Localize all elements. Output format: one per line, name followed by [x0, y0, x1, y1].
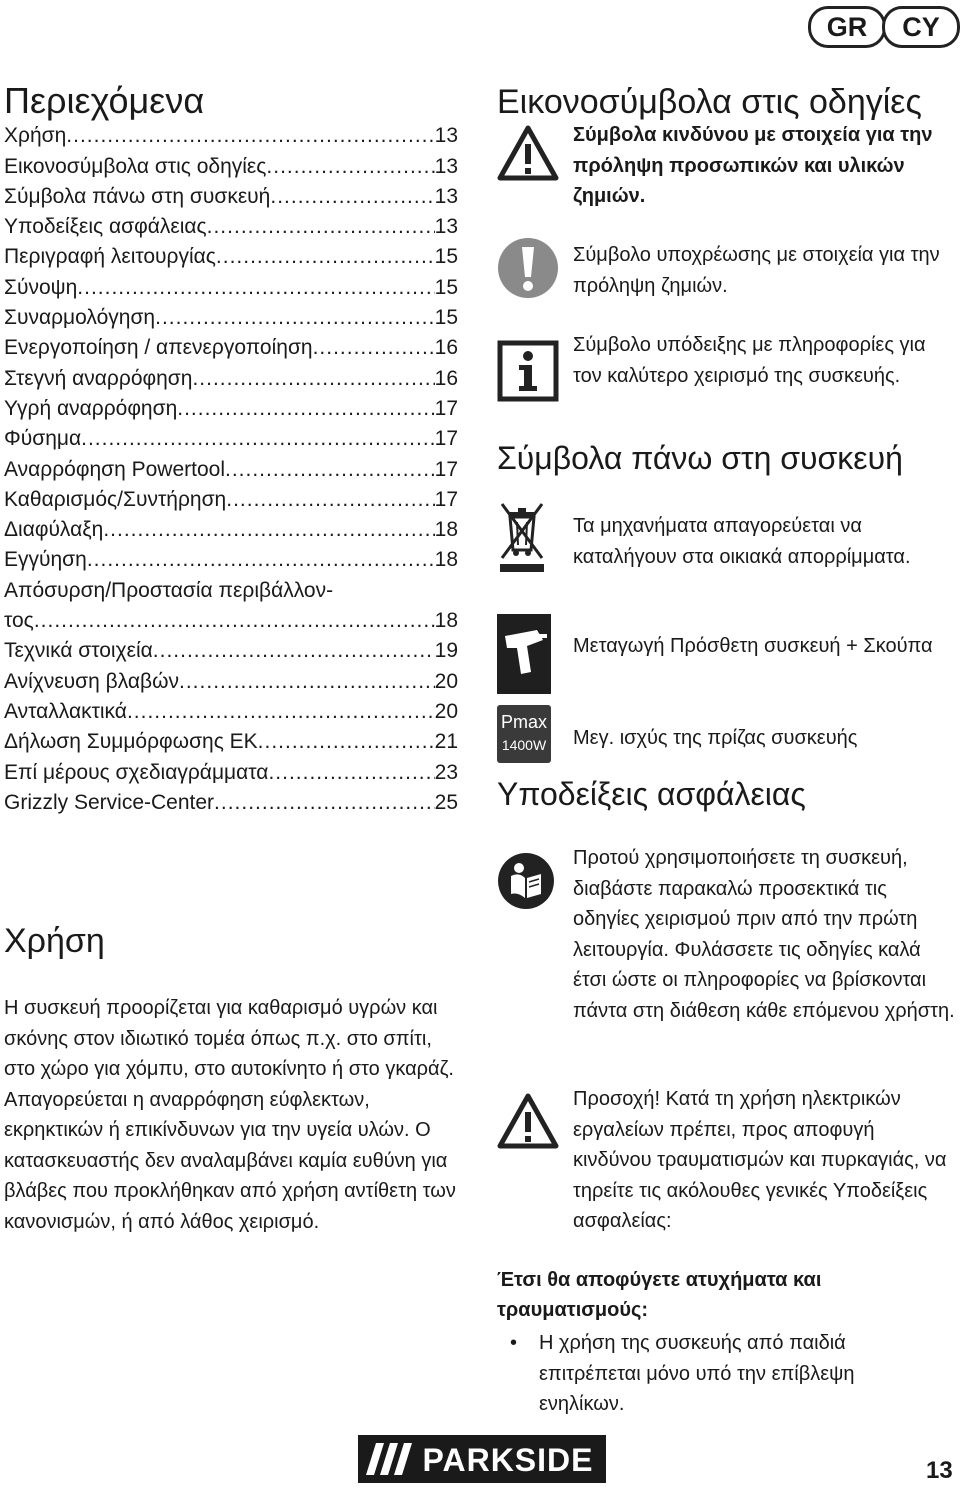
- use-section-title: Χρήση: [4, 922, 105, 960]
- toc-entry: [4, 181, 458, 211]
- read-manual-icon: [497, 852, 555, 910]
- pmax-value: 1400W: [501, 737, 547, 753]
- toc-entry-label: Στεγνή αναρρόφηση: [4, 366, 193, 390]
- toc-entry-label: τος: [4, 609, 34, 633]
- info-icon: [497, 340, 559, 402]
- toc-entry: [4, 696, 458, 726]
- toc-entry-page: 15: [434, 245, 458, 269]
- pmax-label: Pmax: [500, 712, 547, 732]
- toc-entry-label: Εγγύηση: [4, 548, 87, 572]
- toc-entry-page: 18: [434, 548, 458, 572]
- toc-leader-dots: [313, 334, 435, 362]
- toc-entry-page: 20: [434, 699, 458, 723]
- warning-triangle-icon: [497, 124, 559, 182]
- toc-entry-page: 17: [434, 457, 458, 481]
- toc-entry-page: 16: [434, 336, 458, 360]
- toc-entry: [4, 665, 458, 695]
- attention-text: Προσοχή! Κατά τη χρήση ηλεκτρικών εργαλείων πρέπει, προς αποφυγή κινδύνου τραυματισμών και πυρκαγιάς, να τηρείτε τις ακόλουθες γενικές Υποδείξεις ασφαλείας:: [573, 1088, 947, 1232]
- toc-entry-page: 25: [434, 790, 458, 814]
- toc-entry: [4, 271, 458, 301]
- toc-entry-page: 18: [434, 609, 458, 633]
- toc-leader-dots: [258, 728, 435, 756]
- toc-entry-label: Εικονοσύμβολα στις οδηγίες: [4, 154, 267, 178]
- warning-triangle-icon: [497, 1092, 559, 1150]
- device-symbol-text: Μεταγωγή Πρόσθετη συσκευή + Σκούπα: [573, 635, 933, 657]
- toc-leader-dots: [207, 213, 435, 241]
- parkside-logo: [358, 1435, 606, 1483]
- toc-leader-dots: [270, 183, 434, 211]
- pmax-icon: [497, 705, 551, 763]
- toc-entry: [4, 514, 458, 544]
- toc-entry-label: Καθαρισμός/Συντήρηση: [4, 487, 227, 511]
- toc-leader-dots: [127, 698, 435, 726]
- toc-entry: [4, 787, 458, 817]
- manual-symbol-text: Σύμβολο υποχρέωσης με στοιχεία για την πρόληψη ζημιών.: [573, 244, 940, 297]
- toc-entry-page: 13: [434, 154, 458, 178]
- toc-entry: [4, 484, 458, 514]
- toc-entry-page: 21: [434, 730, 458, 754]
- toc-entry-label: Ενεργοποίηση / απενεργοποίηση: [4, 336, 313, 360]
- toc-entry-page: 18: [434, 518, 458, 542]
- toc-entry-page: 13: [434, 124, 458, 148]
- toc-leader-dots: [77, 274, 434, 302]
- toc-entry-label: Ανταλλακτικά: [4, 699, 127, 723]
- safety-title: Υποδείξεις ασφάλειας: [497, 776, 806, 812]
- page-number: 13: [926, 1457, 953, 1484]
- toc-leader-dots: [155, 304, 435, 332]
- toc-entry-label: Ανίχνευση βλαβών: [4, 669, 180, 693]
- toc-entry-page: 23: [434, 760, 458, 784]
- bullet-item: Η χρήση της συσκευής από παιδιά επιτρέπεται μόνο υπό την επίβλεψη ενηλίκων.: [539, 1332, 855, 1415]
- toc-entry-page: 19: [434, 639, 458, 663]
- toc-entry-label: Συναρμολόγηση: [4, 306, 156, 330]
- toc-entry: [4, 544, 458, 574]
- toc-entry: [4, 362, 458, 392]
- toc-leader-dots: [225, 456, 435, 484]
- toc-leader-dots: [266, 153, 434, 181]
- toc-entry-label: Υποδείξεις ασφάλειας: [4, 215, 207, 239]
- device-symbol-text: Μεγ. ισχύς της πρίζας συσκευής: [573, 727, 858, 749]
- country-badge-gr: GR: [808, 6, 886, 48]
- toc-entry: [4, 756, 458, 786]
- toc-entry-label: Φύσημα: [4, 427, 82, 451]
- toc-leader-dots: [81, 425, 435, 453]
- toc-entry-page: 16: [434, 366, 458, 390]
- toc-leader-dots: [216, 243, 435, 271]
- toc-entry-label: Δήλωση Συμμόρφωσης ΕΚ: [4, 730, 258, 754]
- manual-symbol-text: Σύμβολο υπόδειξης με πληροφορίες για τον καλύτερο χειρισμό της συσκευής.: [573, 334, 926, 387]
- toc-entry: [4, 423, 458, 453]
- toc-entry: [4, 726, 458, 756]
- toc-entry-label: Χρήση: [4, 124, 67, 148]
- toc-entry: [4, 241, 458, 271]
- device-symbol-text: Τα μηχανήματα απαγορεύεται να καταλήγουν στα οικιακά απορρίμματα.: [573, 515, 911, 568]
- toc-entry-label: Αναρρόφηση Powertool: [4, 457, 225, 481]
- toc-entry: [4, 574, 458, 604]
- toc-leader-dots: [192, 365, 434, 393]
- toc-entry-label: Grizzly Service-Center: [4, 790, 215, 814]
- toc-entry: [4, 605, 458, 635]
- toc-entry-label: Επί μέρους σχεδιαγράμματα: [4, 760, 269, 784]
- toc-title: Περιεχόμενα: [4, 80, 205, 121]
- toc-entry: [4, 120, 458, 150]
- exclamation-circle-icon: [497, 237, 559, 299]
- logo-text: PARKSIDE: [422, 1442, 594, 1478]
- toc-entry: [4, 211, 458, 241]
- toc-entry-label: Διαφύλαξη: [4, 518, 104, 542]
- avoid-accidents-heading: Έτσι θα αποφύγετε ατυχήματα και τραυματισμούς:: [497, 1269, 822, 1321]
- toc-leader-dots: [179, 668, 435, 696]
- toc-entry-page: 15: [434, 275, 458, 299]
- toc-entry-page: 17: [434, 487, 458, 511]
- toc-entry: [4, 332, 458, 362]
- manual-symbol-text: Σύμβολα κινδύνου με στοιχεία για την πρόληψη προσωπικών και υλικών ζημιών.: [573, 124, 933, 207]
- read-manual-text: Προτού χρησιμοποιήσετε τη συσκευή, διαβάστε παρακαλώ προσεκτικά τις οδηγίες χειρισμού πριν από την πρώτη λειτουργία. Φυλάσσετε τις οδηγίες καλά έτσι ώστε οι πληροφορίες να βρίσκονται πάντα στη διάθεση κάθε επόμενου χρήστη.: [573, 847, 955, 1022]
- bullet-marker: •: [510, 1332, 518, 1354]
- toc-entry-label: Σύμβολα πάνω στη συσκευή: [4, 184, 271, 208]
- toc-entry-label: Απόσυρση/Προστασία περιβάλλον-: [4, 578, 334, 602]
- toc-entry: [4, 302, 458, 332]
- toc-entry-page: 15: [434, 306, 458, 330]
- toc-entry-page: 13: [434, 184, 458, 208]
- toc-entry: [4, 453, 458, 483]
- toc-leader-dots: [177, 395, 434, 423]
- toc-entry-label: Σύνοψη: [4, 275, 78, 299]
- manual-symbols-title: Εικονοσύμβολα στις οδηγίες: [497, 83, 922, 121]
- toc-entry-page: 13: [434, 215, 458, 239]
- toc-leader-dots: [87, 546, 435, 574]
- device-symbols-title: Σύμβολα πάνω στη συσκευή: [497, 440, 903, 476]
- toc-entry-page: 17: [434, 396, 458, 420]
- toc-leader-dots: [214, 789, 435, 817]
- toc-leader-dots: [103, 516, 434, 544]
- power-tool-icon: [497, 614, 551, 694]
- toc-entry-page: 20: [434, 669, 458, 693]
- toc-entry-label: Υγρή αναρρόφηση: [4, 396, 178, 420]
- toc-entry-label: Περιγραφή λειτουργίας: [4, 245, 216, 269]
- country-badge-cy: CY: [882, 6, 960, 48]
- toc-entry-label: Τεχνικά στοιχεία: [4, 639, 153, 663]
- crossed-bin-icon: [497, 500, 547, 575]
- toc-entry: [4, 150, 458, 180]
- use-section-text: Η συσκευή προορίζεται για καθαρισμό υγρών και σκόνης στον ιδιωτικό τομέα όπως π.χ. στο σπίτι, στο χώρο για χόμπυ, στο αυτοκίνητο ή στο γκαράζ. Απαγορεύεται η αναρρόφηση εύφλεκτων, εκρηκτικών ή επικίνδυνων για την υγεία υλών. Ο κατασκευαστής δεν αναλαμβάνει καμία ευθύνη για βλάβες που προκλήθηκαν από χρήση αντίθετη των κανονισμών, ή από λάθος χειρισμό.: [4, 997, 456, 1233]
- table-of-contents: [4, 120, 458, 817]
- toc-leader-dots: [34, 607, 435, 635]
- toc-leader-dots: [153, 637, 435, 665]
- toc-entry: [4, 393, 458, 423]
- toc-leader-dots: [268, 759, 434, 787]
- toc-leader-dots: [226, 486, 434, 514]
- toc-leader-dots: [66, 122, 434, 150]
- toc-entry-page: 17: [434, 427, 458, 451]
- toc-entry: [4, 635, 458, 665]
